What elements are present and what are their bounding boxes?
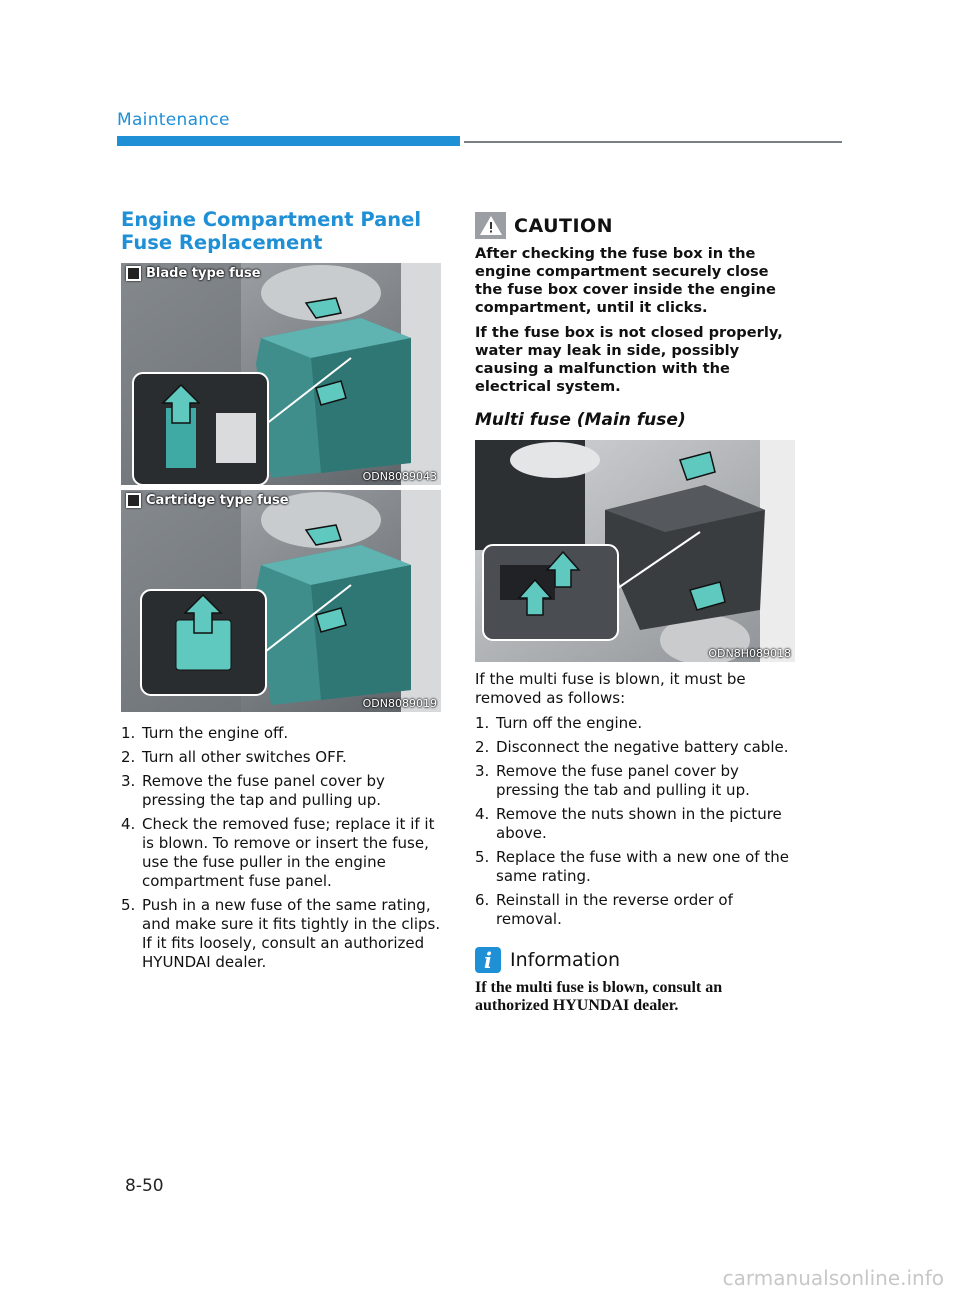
label-box-icon [126, 493, 141, 508]
header-bar-accent [117, 136, 460, 146]
cartridge-fuse-illustration [121, 490, 441, 712]
list-item: 5. Push in a new fuse of the same rating, and make sure it fits tightly in the clips. If it fits loosely, consult an authorized HYUNDAI dealer. [121, 896, 441, 971]
watermark: carmanualsonline.info [722, 1266, 944, 1290]
multi-fuse-illustration [475, 440, 795, 662]
photo-label-text: Blade type fuse [146, 266, 261, 281]
information-header [475, 947, 797, 973]
left-column [121, 208, 443, 977]
photo-code: ODN8089019 [362, 697, 437, 710]
info-icon: i [475, 947, 501, 973]
caution-title: CAUTION [514, 214, 614, 237]
photo-code: ODN8H089018 [708, 647, 791, 660]
caution-header [475, 212, 797, 239]
label-box-icon [126, 266, 141, 281]
photo-label-text: Cartridge type fuse [146, 493, 289, 508]
left-steps-list [121, 724, 443, 972]
multi-fuse-title: Multi fuse (Main fuse) [475, 410, 686, 430]
information-title: Information [510, 949, 620, 971]
list-item: 3. Remove the fuse panel cover by pressing the tap and pulling up. [121, 772, 385, 809]
section-header-title: Maintenance [117, 110, 230, 130]
header-bar-rule [464, 141, 842, 143]
caution-text: If the fuse box is not closed properly, water may leak in side, possibly causing a malfunction with the electrical system. [475, 324, 783, 395]
list-item: 2. Disconnect the negative battery cable. [475, 738, 789, 756]
list-item: 3. Remove the fuse panel cover by pressing the tab and pulling it up. [475, 762, 750, 799]
multi-fuse-intro: If the multi fuse is blown, it must be removed as follows: [475, 670, 746, 707]
multi-fuse-photo [475, 440, 795, 662]
list-item: 2. Turn all other switches OFF. [121, 748, 347, 766]
warning-triangle-icon [475, 212, 506, 239]
list-item: 1. Turn the engine off. [121, 724, 289, 742]
photo-label [126, 493, 289, 508]
section-title: Engine Compartment Panel Fuse Replacement [121, 208, 422, 254]
information-text: If the multi fuse is blown, consult an authorized HYUNDAI dealer. [475, 979, 723, 1014]
right-steps-list [475, 714, 797, 929]
blade-fuse-photo [121, 263, 441, 485]
list-item: 6. Reinstall in the reverse order of removal. [475, 891, 733, 928]
blade-fuse-illustration [121, 263, 441, 485]
list-item: 4. Remove the nuts shown in the picture above. [475, 805, 782, 842]
photo-label [126, 266, 261, 281]
photo-code: ODN8089043 [362, 470, 437, 483]
right-column [475, 212, 797, 1015]
cartridge-fuse-photo [121, 490, 441, 712]
page-number: 8-50 [125, 1176, 164, 1196]
list-item: 4. Check the removed fuse; replace it if it is blown. To remove or insert the fuse, use the fuse puller in the engine compartment fuse panel. [121, 815, 435, 890]
caution-text: After checking the fuse box in the engine compartment securely close the fuse box cover inside the engine compartment, until it clicks. [475, 245, 776, 316]
list-item: 5. Replace the fuse with a new one of the same rating. [475, 848, 789, 885]
list-item: 1. Turn off the engine. [475, 714, 643, 732]
